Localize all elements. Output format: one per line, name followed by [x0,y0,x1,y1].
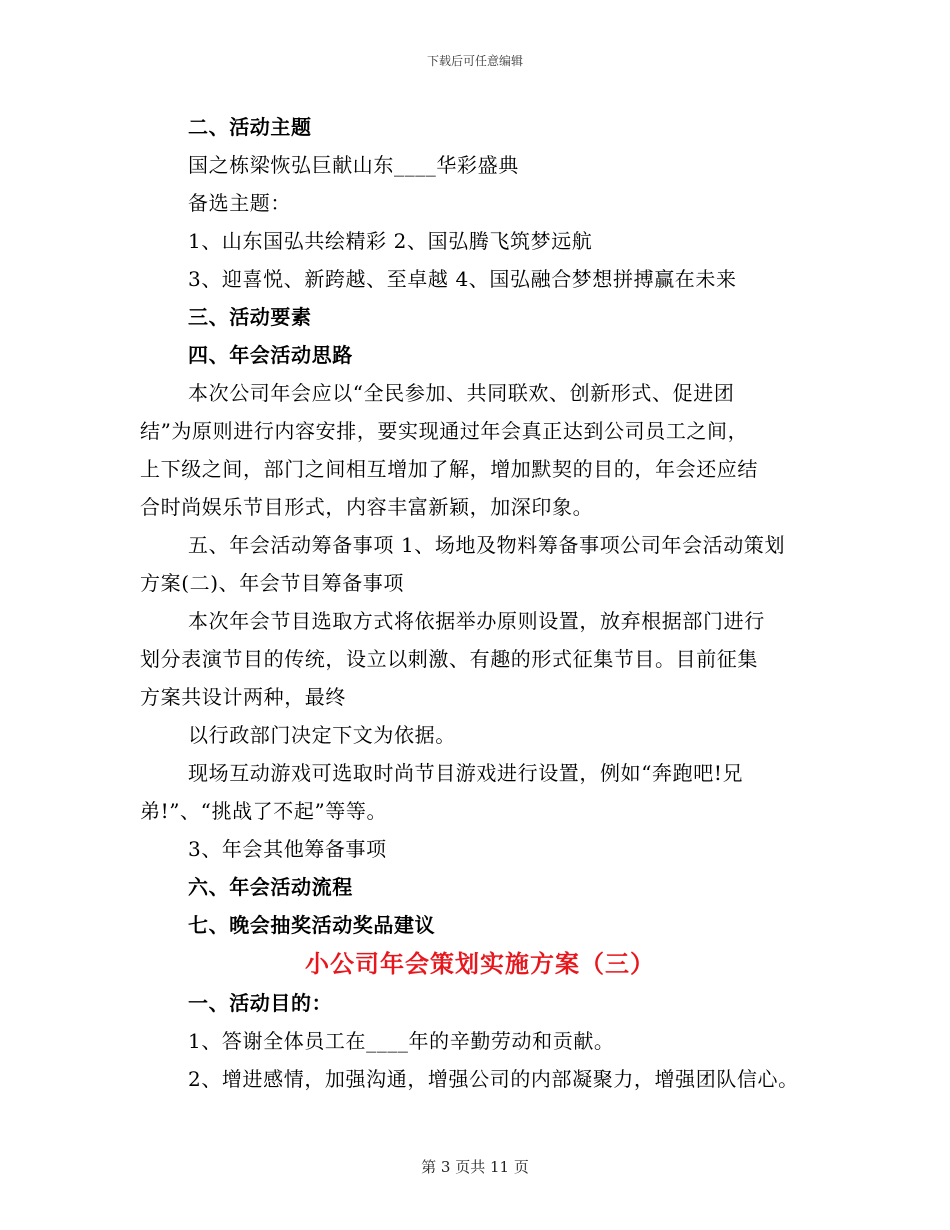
paragraph-line: 本次年会节目选取方式将依据举办原则设置，放弃根据部门进行 [188,609,765,633]
paragraph-line: 结”为原则进行内容安排，要实现通过年会真正达到公司员工之间， [140,419,749,443]
paragraph-line: 五、年会活动筹备事项 1、场地及物料筹备事项公司年会活动策划 [188,533,786,557]
theme-text: 国之栋梁恢弘巨献山东____华彩盛典 [188,153,519,177]
paragraph-line: 上下级之间，部门之间相互增加了解，增加默契的目的，年会还应结 [140,457,758,481]
alt-theme-label: 备选主题： [188,191,291,215]
purpose-item-2: 2、增进感情，加强沟通，增强公司的内部凝聚力，增强团队信心。 [188,1067,799,1091]
paragraph-line: 方案共设计两种，最终 [140,685,346,709]
paragraph-line: 合时尚娱乐节目形式，内容丰富新颖，加深印象。 [140,495,594,519]
paragraph-line: 本次公司年会应以“全民参加、共同联欢、创新形式、促进团 [188,381,735,405]
paragraph-line: 以行政部门决定下文为依据。 [188,723,456,747]
section-heading-process: 六、年会活动流程 [188,875,353,899]
page-footer: 第 3 页共 11 页 [421,1158,529,1176]
document-body [140,108,820,1098]
alt-theme-1-2: 1、山东国弘共绘精彩 2、国弘腾飞筑梦远航 [188,229,593,253]
section-heading-prizes: 七、晚会抽奖活动奖品建议 [188,913,436,937]
paragraph-line: 划分表演节目的传统，设立以刺激、有趣的形式征集节目。目前征集 [140,647,758,671]
paragraph-line: 方案(二)、年会节目筹备事项 [140,571,405,595]
paragraph-line: 弟!”、“挑战了不起”等等。 [140,799,388,823]
page-header: 下载后可任意编辑 [426,54,523,68]
purpose-item-1: 1、答谢全体员工在____年的辛勤劳动和贡献。 [188,1029,615,1053]
section-heading-elements: 三、活动要素 [188,305,312,329]
paragraph-line: 3、年会其他筹备事项 [188,837,387,861]
alt-theme-3-4: 3、迎喜悦、新跨越、至卓越 4、国弘融合梦想拼搏赢在未来 [188,267,737,291]
section-heading-purpose: 一、活动目的： [188,991,333,1015]
document-title: 小公司年会策划实施方案（三） [305,949,655,978]
section-heading-theme: 二、活动主题 [188,115,312,139]
section-heading-approach: 四、年会活动思路 [188,343,353,367]
paragraph-line: 现场互动游戏可选取时尚节目游戏进行设置，例如“奔跑吧!兄 [188,761,744,785]
